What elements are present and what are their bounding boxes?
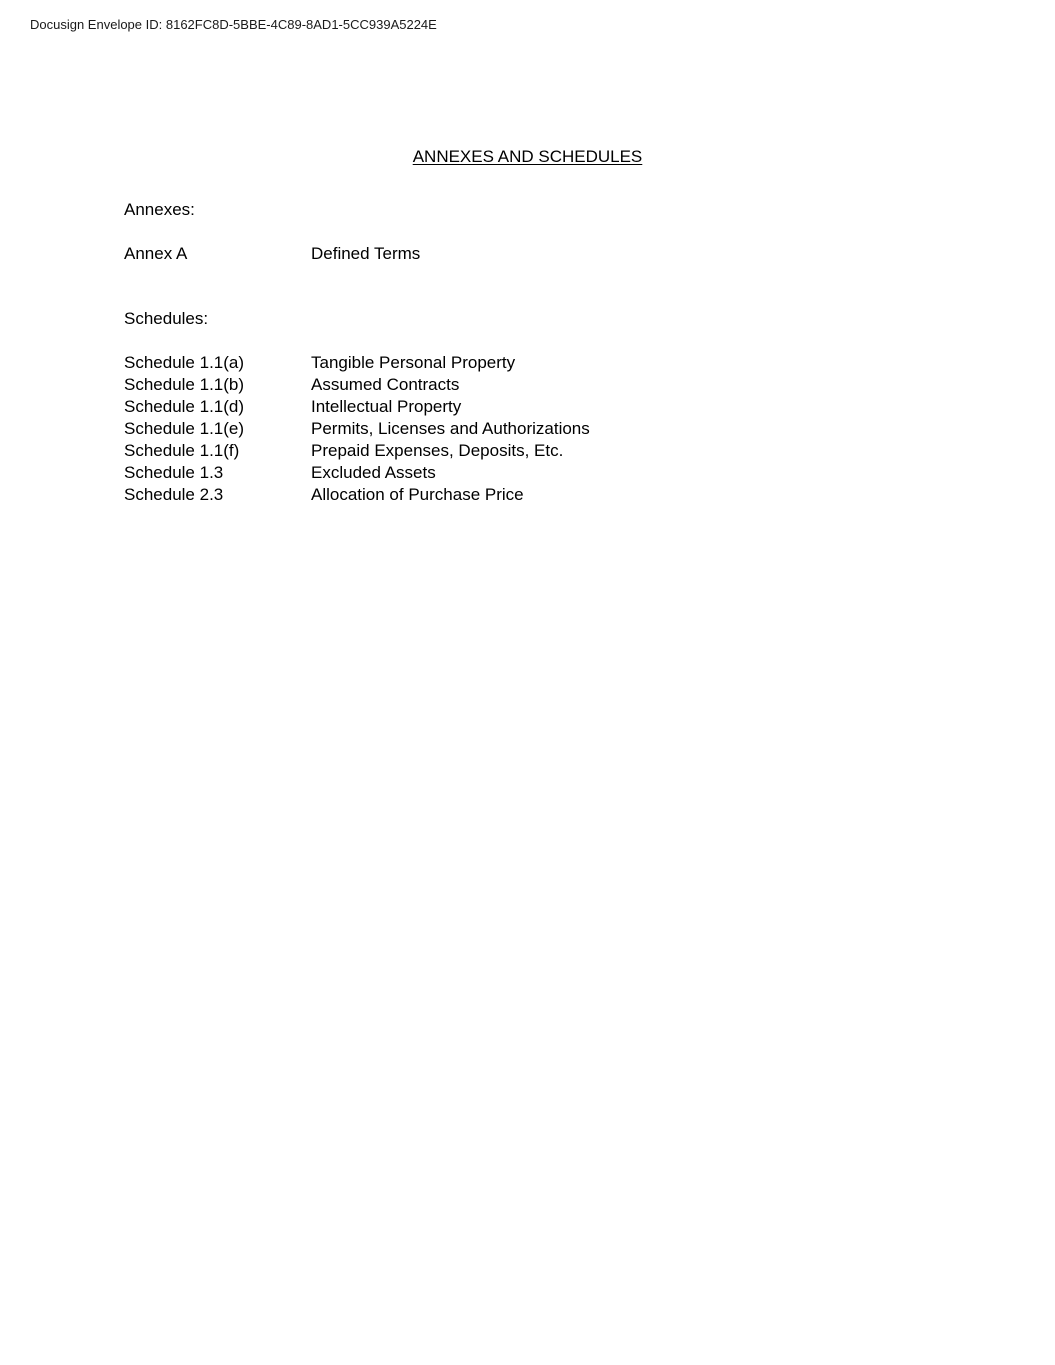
schedule-list <box>124 352 590 506</box>
schedule-entry <box>124 484 590 506</box>
schedule-ref: Schedule 1.1(e) <box>124 419 245 438</box>
schedule-desc: Assumed Contracts <box>311 375 460 394</box>
schedule-ref: Schedule 2.3 <box>124 485 224 504</box>
annex-desc: Defined Terms <box>311 244 421 263</box>
schedule-ref: Schedule 1.3 <box>124 463 224 482</box>
envelope-id: Docusign Envelope ID: 8162FC8D-5BBE-4C89-8AD1-5CC939A5224E <box>30 17 437 32</box>
schedule-desc: Intellectual Property <box>311 397 462 416</box>
schedule-desc: Tangible Personal Property <box>311 353 516 372</box>
schedule-desc: Prepaid Expenses, Deposits, Etc. <box>311 441 564 460</box>
schedule-entry <box>124 396 590 418</box>
schedule-ref: Schedule 1.1(b) <box>124 375 245 394</box>
annex-entry <box>124 243 420 265</box>
annex-ref: Annex A <box>124 244 188 263</box>
schedule-entry <box>124 374 590 396</box>
annex-list <box>124 243 420 265</box>
schedule-ref: Schedule 1.1(f) <box>124 441 240 460</box>
schedule-entry <box>124 418 590 440</box>
schedule-desc: Excluded Assets <box>311 463 436 482</box>
schedules-heading: Schedules: <box>124 309 209 328</box>
schedule-ref: Schedule 1.1(a) <box>124 353 245 372</box>
schedule-entry <box>124 462 590 484</box>
schedule-ref: Schedule 1.1(d) <box>124 397 245 416</box>
schedule-desc: Allocation of Purchase Price <box>311 485 524 504</box>
schedule-desc: Permits, Licenses and Authorizations <box>311 419 590 438</box>
schedule-entry <box>124 440 590 462</box>
annexes-heading: Annexes: <box>124 200 195 219</box>
page-title: ANNEXES AND SCHEDULES <box>412 147 643 166</box>
schedule-entry <box>124 352 590 374</box>
